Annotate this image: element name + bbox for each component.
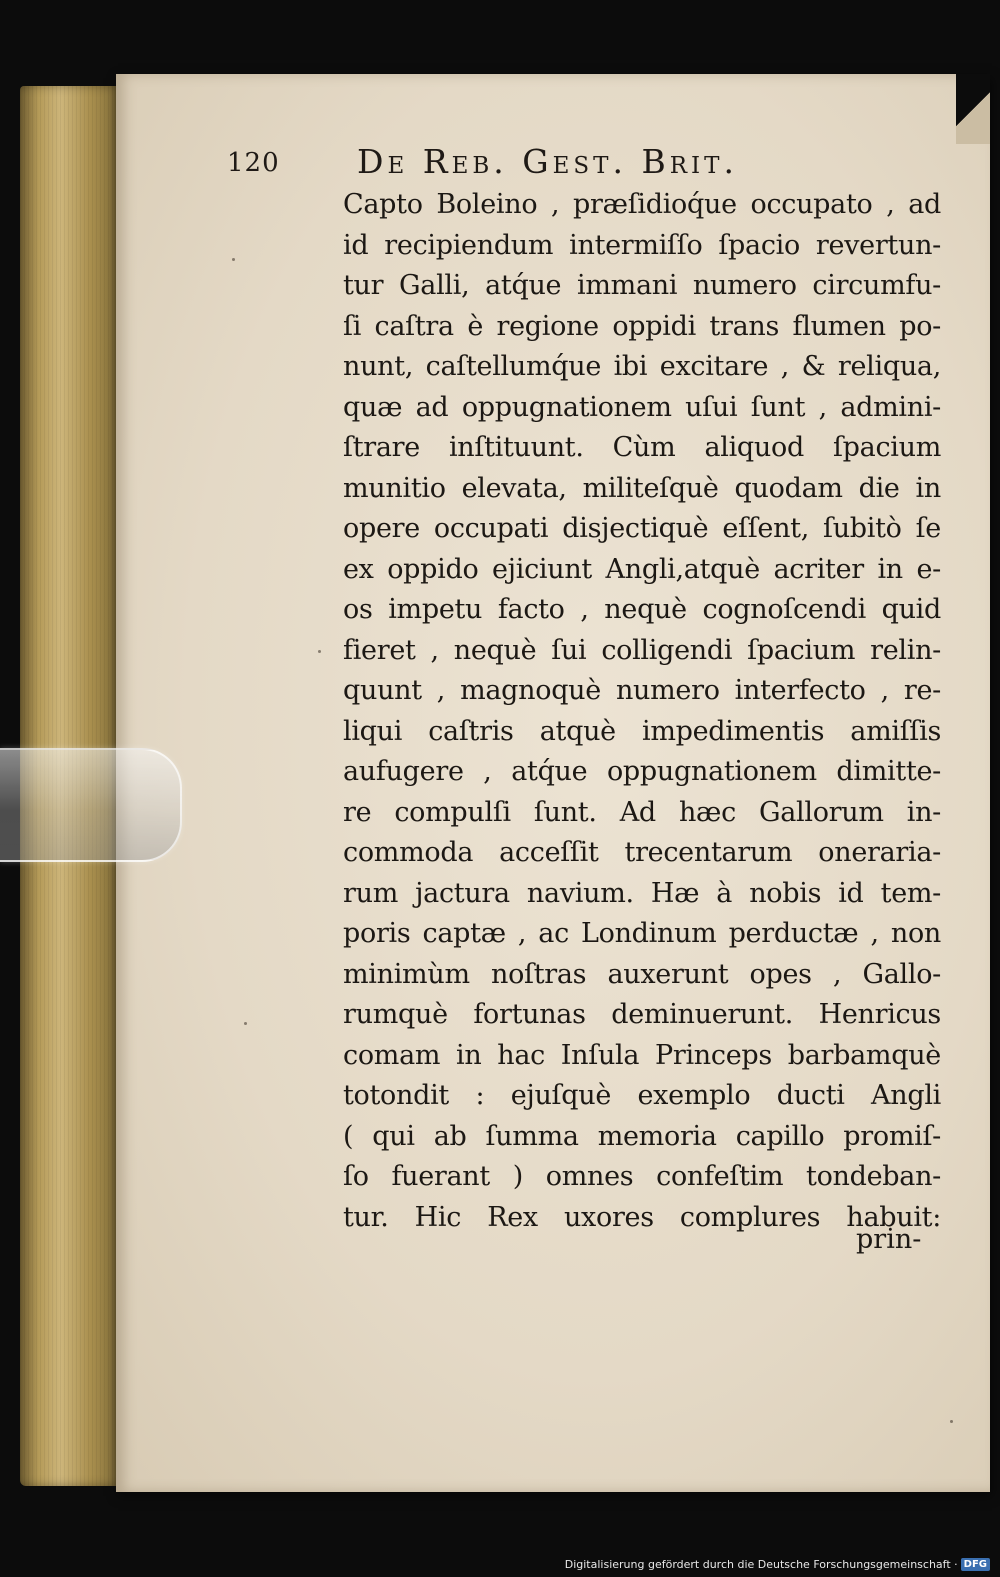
text-line: ſtrare inſtituunt. Cùm aliquod ſpacium xyxy=(343,432,941,463)
text-line: fieret , nequè ſui colligendi ſpacium relin- xyxy=(343,634,941,666)
text-line: poris captæ , ac Londinum perductæ , non xyxy=(343,918,941,949)
footer-text: Digitalisierung gefördert durch die Deutsche Forschungsgemeinschaft · xyxy=(564,1557,958,1571)
paper-speck xyxy=(232,258,235,261)
body-text xyxy=(343,185,941,1238)
page-number: 120 xyxy=(227,148,280,178)
dfg-logo: DFG xyxy=(961,1558,990,1571)
text-line: tur. Hic Rex uxores complures habuit: xyxy=(343,1201,941,1233)
text-line: ſo fuerant ) omnes confeſtim tondeban- xyxy=(343,1161,941,1192)
text-line: liqui caſtris atquè impedimentis amiſſis xyxy=(343,715,941,747)
text-line: re compulſi ſunt. Ad hæc Gallorum in- xyxy=(343,796,941,828)
text-line: ex oppido ejiciunt Angli,atquè acriter in e- xyxy=(343,553,941,585)
text-line: opere occupati disjectiquè eſſent, ſubitò ſe xyxy=(343,513,941,544)
text-line: ſi caſtra è regione oppidi trans flumen po- xyxy=(343,310,941,342)
paper-speck xyxy=(244,1022,247,1025)
running-head xyxy=(227,140,847,190)
text-line: quunt , magnoquè numero interfecto , re- xyxy=(343,675,941,706)
text-line: totondit : ejuſquè exemplo ducti Angli xyxy=(343,1080,941,1111)
digitization-footer xyxy=(565,1555,990,1573)
text-line: id recipiendum intermiſſo ſpacio revertun- xyxy=(343,229,941,261)
text-line: ( qui ab ſumma memoria capillo promiſ- xyxy=(343,1120,941,1152)
text-line: os impetu facto , nequè cognoſcendi quid xyxy=(343,594,941,625)
text-line: aufugere , atq́ue oppugnationem dimitte- xyxy=(343,756,941,787)
paper-speck xyxy=(318,650,321,653)
text-line: rum jactura navium. Hæ à nobis id tem- xyxy=(343,877,941,909)
text-line: minimùm noſtras auxerunt opes , Gallo- xyxy=(343,958,941,990)
paper-speck xyxy=(950,1420,953,1423)
torn-page-corner xyxy=(956,74,990,144)
catchword: prin- xyxy=(856,1224,922,1255)
text-line: rumquè fortunas deminuerunt. Henricus xyxy=(343,999,941,1030)
running-title: De Reb. Gest. Brit. xyxy=(357,142,738,181)
text-line: nunt, caſtellumq́ue ibi excitare , & reliqua, xyxy=(343,351,941,382)
text-line: munitio elevata, militeſquè quodam die in xyxy=(343,472,941,504)
text-line: quæ ad oppugnationem uſui ſunt , admini- xyxy=(343,391,941,423)
text-line: Capto Boleino , præſidioq́ue occupato , ad xyxy=(343,189,941,220)
text-line: comam in hac Inſula Princeps barbamquè xyxy=(343,1039,941,1071)
glass-clip xyxy=(0,748,182,862)
text-line: tur Galli, atq́ue immani numero circumfu- xyxy=(343,270,941,301)
text-line: commoda acceſſit trecentarum oneraria- xyxy=(343,837,941,868)
